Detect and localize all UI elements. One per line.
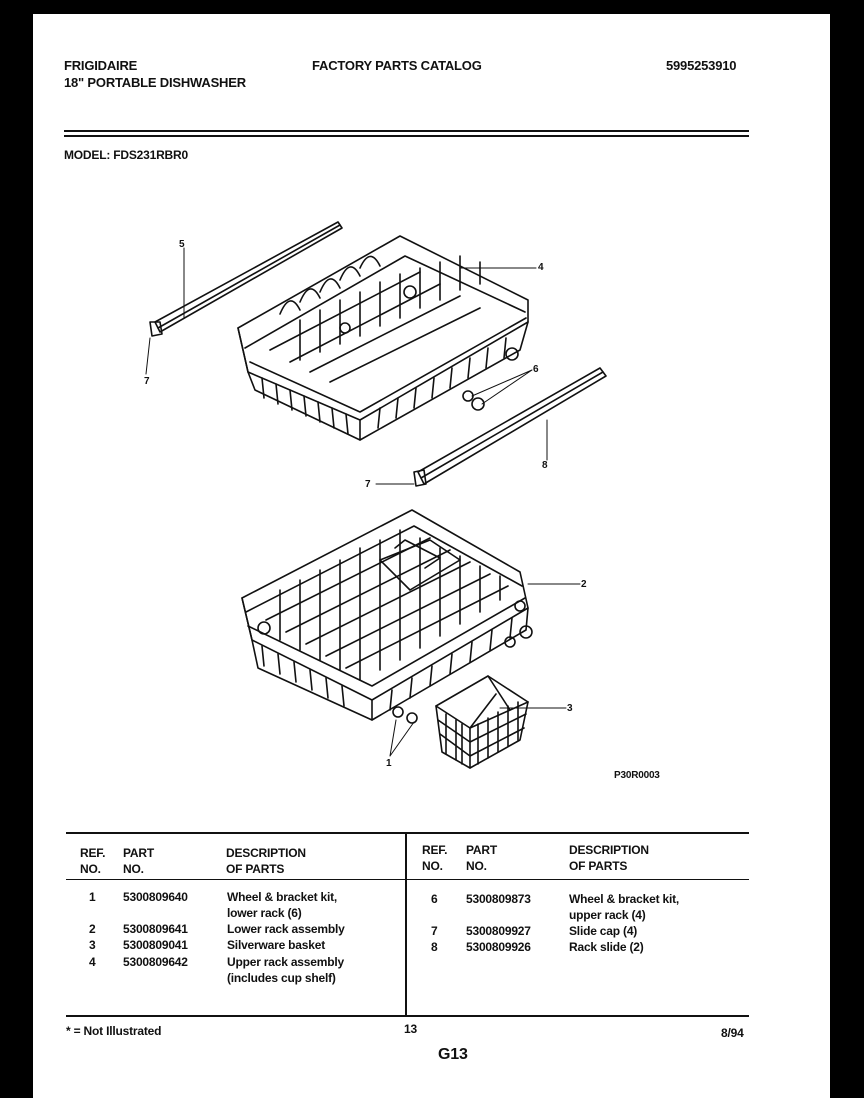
model-label: MODEL: FDS231RBR0 [64, 148, 188, 162]
brand-name: FRIGIDAIRE [64, 58, 138, 73]
callout-4: 4 [538, 262, 544, 273]
callout-8: 8 [542, 460, 548, 471]
header-desc-left: DESCRIPTION OF PARTS [226, 846, 306, 876]
header-desc-right: DESCRIPTION OF PARTS [569, 843, 649, 873]
callout-1: 1 [386, 758, 392, 769]
header-part-right: PART NO. [466, 843, 497, 873]
callout-2: 2 [581, 579, 587, 590]
revision-date: 8/94 [721, 1026, 744, 1040]
product-title: 18" PORTABLE DISHWASHER [64, 75, 246, 90]
callout-7-lower: 7 [365, 479, 371, 490]
table-bottom-rule [66, 1015, 749, 1017]
table-header-rule [66, 879, 749, 880]
header-ref-left: REF. NO. [80, 846, 106, 876]
callout-3: 3 [567, 703, 573, 714]
lower-right-rack-slide [414, 368, 606, 486]
header-part-left: PART NO. [123, 846, 154, 876]
callout-6: 6 [533, 364, 539, 375]
catalog-number: 5995253910 [666, 58, 737, 73]
section-code: G13 [438, 1046, 468, 1063]
lower-rack-assembly [242, 510, 532, 723]
page-number: 13 [404, 1022, 417, 1036]
figure-code: P30R0003 [614, 770, 660, 781]
upper-rack-assembly [238, 236, 528, 440]
catalog-title: FACTORY PARTS CATALOG [312, 58, 482, 73]
silverware-basket [436, 676, 528, 768]
not-illustrated-note: * = Not Illustrated [66, 1024, 162, 1038]
header-ref-right: REF. NO. [422, 843, 448, 873]
table-column-divider [405, 834, 407, 1015]
table-top-rule [66, 832, 749, 834]
callout-7-upper: 7 [144, 376, 150, 387]
callout-5: 5 [179, 239, 185, 250]
